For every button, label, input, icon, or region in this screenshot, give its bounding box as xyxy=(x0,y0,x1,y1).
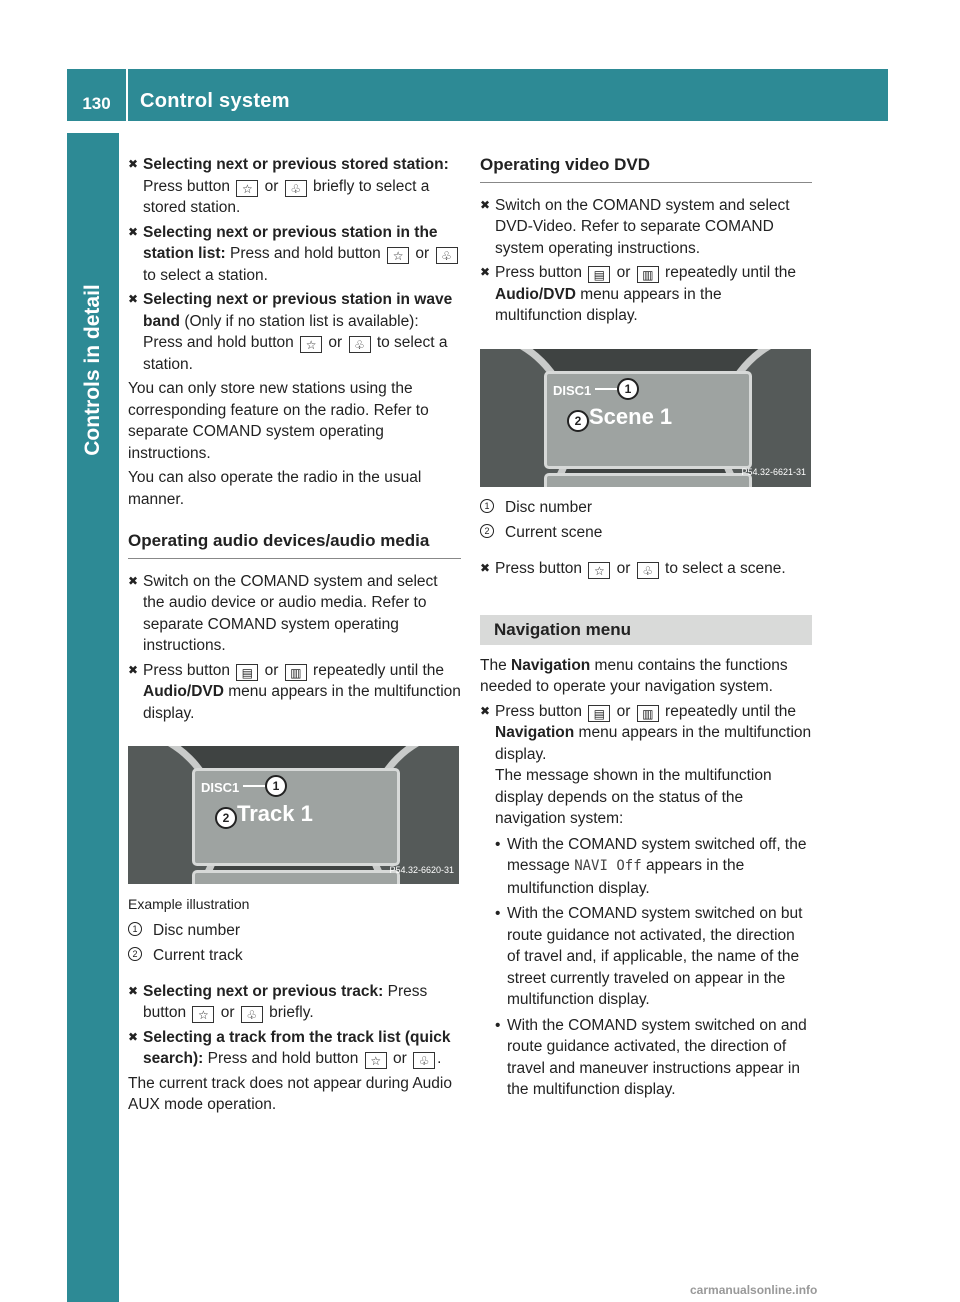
menu-back-icon: ▤ xyxy=(588,266,610,283)
star-up-icon: ☆ xyxy=(192,1006,214,1023)
disc-label: DISC1 xyxy=(201,780,240,795)
text: or xyxy=(216,1004,239,1021)
menu-forward-icon: ▥ xyxy=(637,705,659,722)
list-item xyxy=(128,571,461,657)
paragraph: You can only store new stations using the corresponding feature on the radio. Refer to separate COMAND system operating instructions. xyxy=(128,380,429,462)
text: Press button xyxy=(495,702,587,720)
text: (Only if no station list is available): Press and hold button xyxy=(143,312,419,351)
text: or xyxy=(388,1050,412,1067)
menu-back-icon: ▤ xyxy=(236,664,258,681)
section-heading: Operating video DVD xyxy=(480,154,812,183)
instruction-label: Selecting next or previous stored station: xyxy=(143,156,449,173)
legend-text: Disc number xyxy=(505,498,592,516)
clover-down-icon: ♧ xyxy=(349,336,371,353)
arrow-icon: ✖ xyxy=(480,703,491,718)
bullet-item xyxy=(495,1015,812,1101)
text: Press button xyxy=(143,982,428,1021)
list-item xyxy=(128,222,461,287)
text: Press button xyxy=(143,177,235,195)
text: briefly to select a stored station. xyxy=(143,177,430,216)
bullet-icon: • xyxy=(495,1016,501,1034)
clover-down-icon: ♧ xyxy=(637,562,659,579)
list-item xyxy=(480,701,812,1101)
text: or xyxy=(260,661,283,679)
track-label: Track 1 xyxy=(237,801,313,826)
page-title: Control system xyxy=(140,90,290,112)
text: or xyxy=(411,245,434,262)
text: Press button xyxy=(495,264,587,281)
text: appears in the multifunction display. xyxy=(507,857,745,897)
text: or xyxy=(324,334,347,351)
star-up-icon: ☆ xyxy=(365,1052,387,1069)
text: briefly. xyxy=(264,1004,314,1021)
list-item xyxy=(480,558,812,580)
text: menu appears in the multifunction display. xyxy=(143,683,461,722)
menu-forward-icon: ▥ xyxy=(285,664,307,681)
callout-1: 1 xyxy=(617,378,639,400)
callout-line xyxy=(243,785,265,787)
legend-text: Disc number xyxy=(153,921,240,939)
page-number: 130 xyxy=(82,94,111,113)
legend-text: Current track xyxy=(153,947,243,964)
menu-name: Navigation xyxy=(511,656,591,674)
clover-down-icon: ♧ xyxy=(413,1052,435,1069)
text: or xyxy=(612,702,635,720)
legend-text: Current scene xyxy=(505,524,603,541)
text: repeatedly until the xyxy=(660,264,797,281)
text: With the COMAND system switched on but route guidance not activated, the direction of travel and, if applicable, the name of the street currently traveled on appear in the multifunction display. xyxy=(507,905,803,1008)
text: Press button xyxy=(495,559,587,577)
list-item xyxy=(128,289,461,375)
arrow-icon: ✖ xyxy=(480,265,491,279)
display-screen xyxy=(192,768,400,866)
callout-2: 2 xyxy=(215,807,237,829)
legend-item xyxy=(128,920,461,942)
instruction-label: Selecting next or previous station in wave band xyxy=(143,291,453,330)
menu-name: Navigation xyxy=(495,724,575,741)
legend-number: 2 xyxy=(128,947,142,961)
menu-forward-icon: ▥ xyxy=(637,266,659,283)
illustration-track xyxy=(128,746,459,884)
text: or xyxy=(612,264,635,281)
star-up-icon: ☆ xyxy=(387,247,409,264)
list-item xyxy=(128,981,461,1024)
arrow-icon: ✖ xyxy=(128,573,139,588)
text: Switch on the COMAND system and select the audio device or audio media. Refer to separate COMAND system operating instructions. xyxy=(143,572,438,654)
menu-name: Audio/DVD xyxy=(495,285,576,303)
image-code: P54.32-6620-31 xyxy=(389,864,454,875)
illustration-scene xyxy=(480,349,811,487)
text: . xyxy=(437,1050,442,1067)
clover-down-icon: ♧ xyxy=(436,247,458,264)
display-lower-screen xyxy=(544,473,752,487)
list-item xyxy=(128,660,461,725)
text: With the COMAND system switched on and route guidance activated, the direction of travel and maneuver instructions appear in the multifunction display. xyxy=(507,1016,807,1098)
section-heading-navigation: Navigation menu xyxy=(480,615,812,645)
bullet-item xyxy=(495,834,812,900)
star-up-icon: ☆ xyxy=(236,180,258,197)
legend-item xyxy=(480,522,812,544)
callout-1: 1 xyxy=(265,775,287,797)
instruction-label: Selecting a track from the track list (quick search): xyxy=(143,1028,451,1067)
text: Press and hold button xyxy=(203,1050,363,1067)
paragraph xyxy=(480,655,812,698)
star-up-icon: ☆ xyxy=(300,336,322,353)
header-divider xyxy=(126,69,128,121)
text: Switch on the COMAND system and select DVD-Video. Refer to separate COMAND system operating instructions. xyxy=(495,196,790,257)
text: repeatedly until the xyxy=(660,702,797,720)
footer-watermark: carmanualsonline.info xyxy=(690,1283,818,1297)
text: to select a station. xyxy=(143,334,448,373)
display-message: NAVI Off xyxy=(574,858,642,874)
text: to select a station. xyxy=(143,266,268,284)
text: Press and hold button xyxy=(225,245,386,262)
arrow-icon: ✖ xyxy=(128,983,139,998)
side-tab-label-wrap xyxy=(67,180,119,560)
list-item xyxy=(480,262,812,327)
list-item xyxy=(128,154,461,219)
arrow-icon: ✖ xyxy=(480,197,491,212)
legend-number: 1 xyxy=(128,922,142,936)
legend-number: 1 xyxy=(480,499,494,513)
left-column xyxy=(128,154,461,1119)
callout-2: 2 xyxy=(567,410,589,432)
arrow-icon: ✖ xyxy=(128,1029,139,1044)
display-screen xyxy=(544,371,752,469)
right-column xyxy=(480,154,812,1105)
text: menu appears in the multifunction display. xyxy=(495,724,812,763)
clover-down-icon: ♧ xyxy=(285,180,307,197)
paragraph: You can also operate the radio in the usual manner. xyxy=(128,469,422,508)
instruction-label: Selecting next or previous station in the station list: xyxy=(143,223,438,262)
text: With the COMAND system switched off, the message xyxy=(507,835,807,874)
arrow-icon: ✖ xyxy=(128,662,139,677)
text: to select a scene. xyxy=(660,559,786,577)
text: The message shown in the multifunction display depends on the status of the navigation system: xyxy=(495,767,772,827)
instruction-label: Selecting next or previous track: xyxy=(143,982,384,1000)
arrow-icon: ✖ xyxy=(128,292,139,306)
caption: Example illustration xyxy=(128,896,250,912)
legend-number: 2 xyxy=(480,524,494,538)
scene-label: Scene 1 xyxy=(589,403,673,429)
disc-label: DISC1 xyxy=(553,382,592,398)
paragraph: The current track does not appear during Audio AUX mode operation. xyxy=(128,1074,452,1113)
menu-back-icon: ▤ xyxy=(588,705,610,722)
list-item xyxy=(128,1027,461,1070)
menu-name: Audio/DVD xyxy=(143,683,224,700)
arrow-icon: ✖ xyxy=(128,157,139,171)
bullet-item xyxy=(495,903,812,1011)
image-code: P54.32-6621-31 xyxy=(741,467,806,477)
display-lower-screen xyxy=(192,870,400,884)
list-item xyxy=(480,195,812,260)
text: menu appears in the multifunction display. xyxy=(495,285,722,324)
arrow-icon: ✖ xyxy=(128,224,139,239)
arrow-icon: ✖ xyxy=(480,560,491,575)
legend-item xyxy=(480,497,812,519)
text: Press button xyxy=(143,661,235,679)
callout-line xyxy=(595,388,617,390)
text: repeatedly until the xyxy=(308,661,445,679)
bullet-icon: • xyxy=(495,835,501,853)
text: or xyxy=(260,177,283,195)
side-tab-label: Controls in detail xyxy=(81,284,104,456)
text: or xyxy=(612,559,635,577)
star-up-icon: ☆ xyxy=(588,562,610,579)
legend-item xyxy=(128,945,461,967)
bullet-icon: • xyxy=(495,905,501,922)
section-heading: Operating audio devices/audio media xyxy=(128,520,461,559)
clover-down-icon: ♧ xyxy=(241,1006,263,1023)
text: The xyxy=(480,656,512,674)
text: menu contains the functions needed to operate your navigation system. xyxy=(480,656,788,695)
